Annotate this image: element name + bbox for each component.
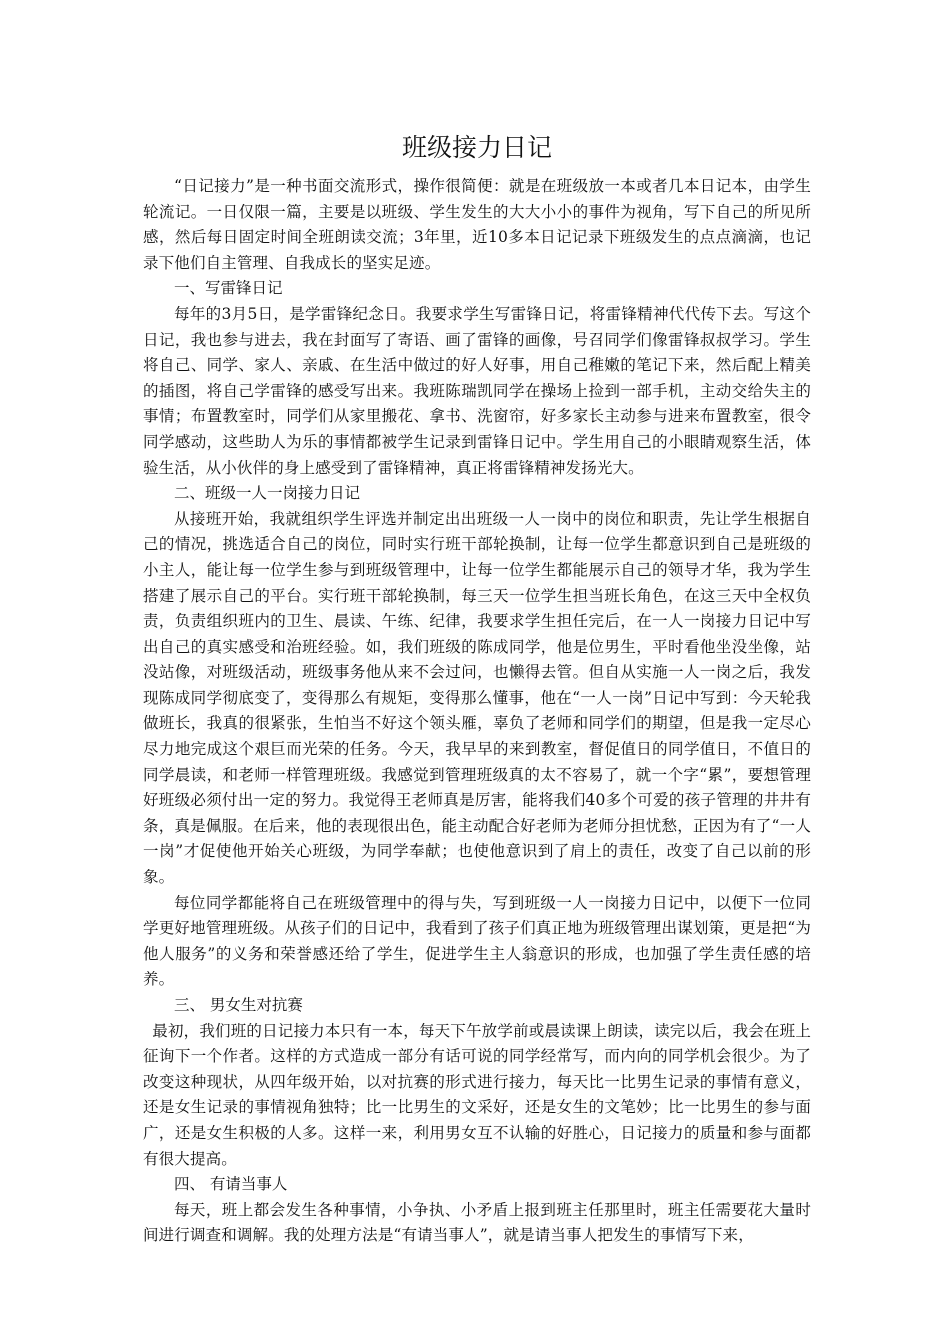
section-2-paragraph-2: 每位同学都能将自己在班级管理中的得与失，写到班级一人一岗接力日记中，以便下一位同学更好地管理班级。从孩子们的日记中，我看到了孩子们真正地为班级管理出谋划策，更是把“为他人服务”的义务和荣誉感还给了学生，促进学生主人翁意识的形成，也加强了学生责任感的培养。: [143, 893, 811, 989]
section-heading-2: 二、班级一人一岗接力日记: [174, 484, 361, 503]
section-3-paragraph-1: 最初，我们班的日记接力本只有一本，每天下午放学前或晨读课上朗读，读完以后，我会在班上征询下一个作者。这样的方式造成一部分有话可说的同学经常写，而内向的同学机会很少。为了改变这种现状，从四年级开始，以对抗赛的形式进行接力，每天比一比男生记录的事情有意义，还是女生记录的事情视角独特；比一比男生的文采好，还是女生的文笔妙；比一比男生的参与面广，还是女生积极的人多。这样一来，利用男女互不认输的好胜心，日记接力的质量和参与面都有很大提高。: [143, 1021, 811, 1168]
section-4-paragraph-1: 每天，班上都会发生各种事情，小争执、小矛盾上报到班主任那里时，班主任需要花大量时间进行调查和调解。我的处理方法是“有请当事人”，就是请当事人把发生的事情写下来，: [143, 1200, 811, 1245]
section-2-paragraph-1: 从接班开始，我就组织学生评选并制定出出班级一人一岗中的岗位和职责，先让学生根据自己的情况，挑选适合自己的岗位，同时实行班干部轮换制，让每一位学生都意识到自己是班级的小主人，能让每一位学生参与到班级管理中，让每一位学生都能展示自己的领导才华，我为学生搭建了展示自己的平台。实行班干部轮换制，每三天一位学生担当班长角色，在这三天中全权负责，负责组织班内的卫生、晨读、午练、纪律，我要求学生担任完后，在一人一岗接力日记中写出自己的真实感受和治班经验。如，我们班级的陈成同学，他是位男生，平时看他坐没坐像，站没站像，对班级活动，班级事务他从来不会过问，也懒得去管。但自从实施一人一岗之后，我发现陈成同学彻底变了，变得那么有规矩，变得那么懂事，他在“一人一岗”日记中写到：今天轮我做班长，我真的很紧张，生怕当不好这个领头雁，辜负了老师和同学们的期望，但是我一定尽心尽力地完成这个艰巨而光荣的任务。今天，我早早的来到教室，督促值日的同学值日，不值日的同学晨读，和老师一样管理班级。我感觉到管理班级真的太不容易了，就一个字“累”，要想管理好班级必须付出一定的努力。我觉得王老师真是厉害，能将我们40多个可爱的孩子管理的井井有条，真是佩服。在后来，他的表现很出色，能主动配合好老师为老师分担忧愁，正因为有了“一人一岗”才促使他开始关心班级，为同学奉献；也使他意识到了肩上的责任，改变了自己以前的形象。: [143, 509, 811, 887]
section-heading-1: 一、写雷锋日记: [174, 279, 283, 298]
section-heading-4: 四、 有请当事人: [174, 1175, 288, 1194]
intro-paragraph: “日记接力”是一种书面交流形式，操作很简便：就是在班级放一本或者几本日记本，由学生轮流记。一日仅限一篇，主要是以班级、学生发生的大大小小的事件为视角，写下自己的所见所感，然后每日固定时间全班朗读交流；3年里，近10多本日记记录下班级发生的点点滴滴，也记录下他们自主管理、自我成长的坚实足迹。: [143, 177, 811, 272]
section-1-paragraph-1: 每年的3月5日，是学雷锋纪念日。我要求学生写雷锋日记，将雷锋精神代代传下去。写这个日记，我也参与进去，我在封面写了寄语、画了雷锋的画像，号召同学们像雷锋叔叔学习。学生将自己、同学、家人、亲戚、在生活中做过的好人好事，用自己稚嫩的笔记下来，然后配上精美的插图，将自己学雷锋的感受写出来。我班陈瑞凯同学在操场上捡到一部手机，主动交给失主的事情；布置教室时，同学们从家里搬花、拿书、洗窗帘，好多家长主动参与进来布置教室，很令同学感动，这些助人为乐的事情都被学生记录到雷锋日记中。学生用自己的小眼睛观察生活，体验生活，从小伙伴的身上感受到了雷锋精神，真正将雷锋精神发扬光大。: [143, 304, 811, 477]
section-heading-3: 三、 男女生对抗赛: [174, 996, 303, 1014]
document-title: 班级接力日记: [401, 133, 552, 162]
document-page: [143, 128, 811, 1249]
